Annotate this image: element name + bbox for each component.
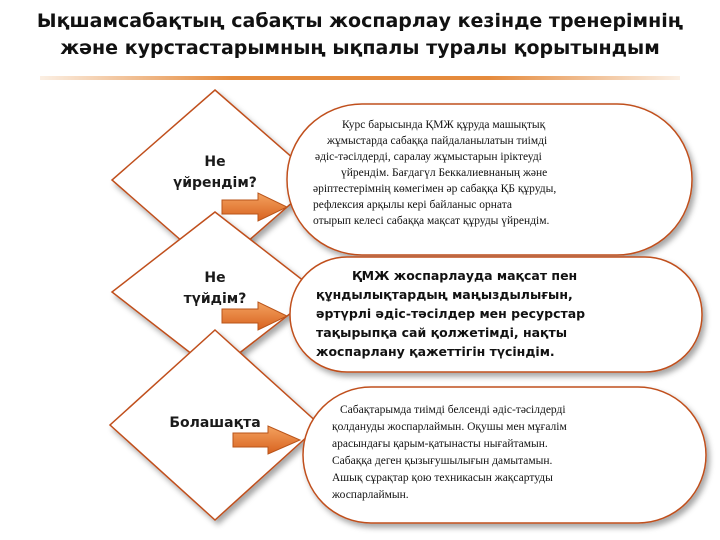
oval-text-line: әріптестерімнің көмегімен әр сабаққа ҚБ құруды, <box>313 183 557 195</box>
oval-text-line: қолдануды жоспарлаймын. Оқушы мен мұғалім <box>332 421 567 433</box>
title-line-1: Ықшамсабақтың сабақты жоспарлау кезінде тренерімнің <box>36 10 684 32</box>
diamond-label-1 <box>140 152 290 194</box>
diamond-label-line: түйдім? <box>183 291 247 307</box>
diamond-label-line: Не <box>204 154 226 170</box>
oval-text-3 <box>332 402 697 504</box>
title-line-2: және курстастарымның ықпалы туралы қорытындым <box>60 37 660 59</box>
oval-text-line: әртүрлі әдіс-тәсілдер мен ресурстар <box>316 306 586 321</box>
oval-text-1 <box>305 117 685 229</box>
oval-text-line: Сабаққа деген қызығушылығын дамытамын. <box>332 455 553 467</box>
diamond-label-2 <box>140 268 290 310</box>
diamond-label-line: үйрендім? <box>173 175 257 191</box>
oval-text-line: Сабақтарымда тиімді белсенді әдіс-тәсілдерді <box>340 404 566 416</box>
oval-text-line: Ашық сұрақтар қою техникасын жақсартуды <box>332 472 553 484</box>
oval-text-line: жұмыстарда сабаққа пайдаланылатын тиімді <box>327 135 548 147</box>
oval-text-line: құндылықтардың маңыздылығын, <box>316 287 573 302</box>
oval-text-line: жоспарлану қажеттігін түсіндім. <box>316 344 555 359</box>
oval-text-line: рефлексия арқылы кері байланыс орната <box>313 199 513 211</box>
oval-text-line: жоспарлаймын. <box>332 489 409 501</box>
oval-text-2 <box>316 266 696 361</box>
oval-text-line: отырып келесі сабаққа мақсат құруды үйрендім. <box>313 215 550 227</box>
diamond-label-3 <box>140 413 290 434</box>
oval-text-line: арасындағы қарым-қатынасты нығайтамын. <box>332 438 548 450</box>
oval-text-line: Курс барысында ҚМЖ құруда машықтық <box>342 119 546 131</box>
oval-text-line: әдіс-тәсілдерді, саралау жұмыстарын іріктеуді <box>315 151 542 163</box>
oval-text-line: үйрендім. Бағдагүл Беккалиевнаның және <box>341 167 548 179</box>
diamond-label-line: Не <box>204 270 226 286</box>
diamond-label-line: Болашақта <box>169 415 261 431</box>
oval-text-line: тақырыпқа сай қолжетімді, нақты <box>316 325 568 340</box>
oval-text-line: ҚМЖ жоспарлауда мақсат пен <box>352 268 578 283</box>
